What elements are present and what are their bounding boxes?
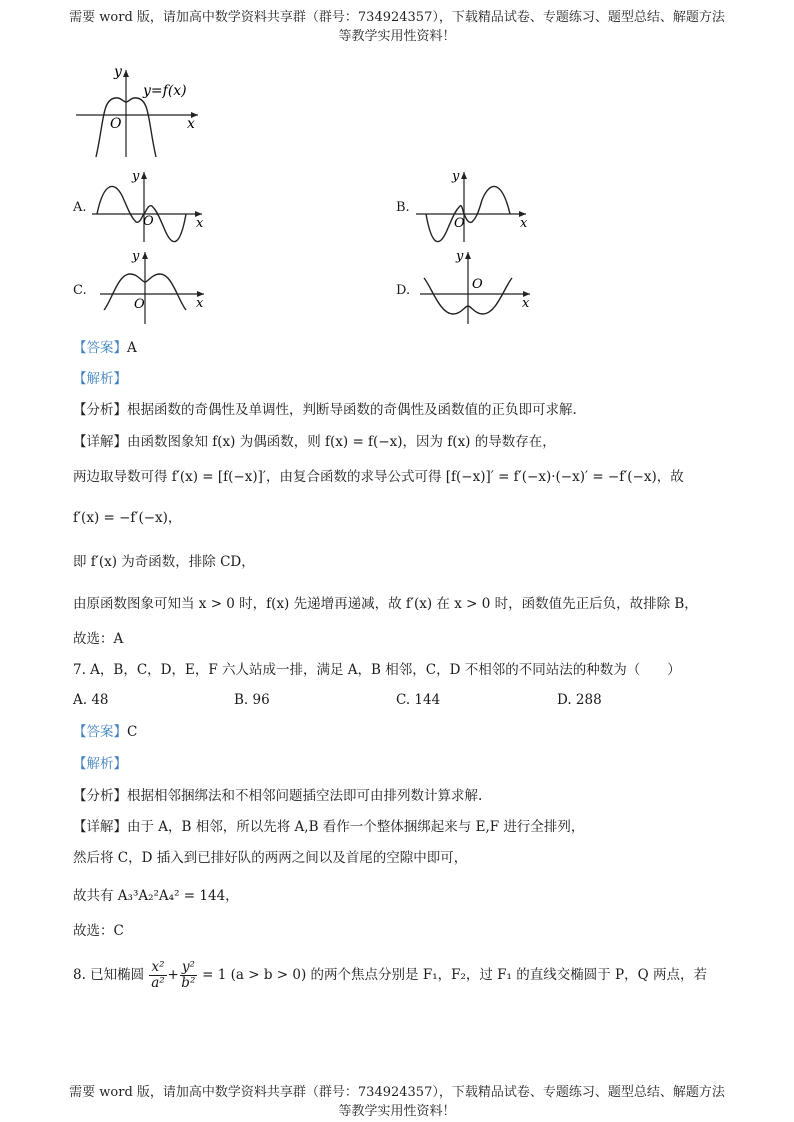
option-a-axis-x: x [196,216,204,231]
main-axis-y-label: y [114,64,122,80]
q7-xiangjie-text-1: 由于 A，B 相邻，所以先将 A,B 看作一个整体捆绑起来与 E,F 进行全排列， [127,819,585,835]
option-c-axis-x: x [196,296,204,311]
option-d-label: D. [396,283,411,298]
header-line-1: 需要 word 版，请加高中数学资料共享群（群号：734924357），下载精品试卷、专题练习、题型总结、解题方法 [69,10,725,25]
option-b-label: B. [396,200,410,215]
q7-option-a: A. 48 [73,692,109,708]
page-header [0,8,794,46]
q6-xiangjie-tag: 【详解】 [73,434,127,450]
q6-fenxi [73,400,577,420]
option-b-origin: O [454,216,465,231]
option-d-axis-y: y [456,249,464,264]
q6-fenxi-text: 根据函数的奇偶性及单调性，判断导函数的奇偶性及函数值的正负即可求解. [127,402,577,418]
header-line-2: 等教学实用性资料！ [338,29,456,44]
main-origin-label: O [110,116,122,132]
q6-answer-tag: 【答案】 [73,340,127,356]
q8-fraction-y [180,960,197,991]
q6-xiangjie-4: 即 f′(x) 为奇函数，排除 CD， [73,554,255,570]
q6-xiangjie-1 [73,432,556,452]
option-b-axis-x: x [520,216,528,231]
option-d-origin: O [472,277,483,292]
q7-option-c: C. 144 [396,692,441,708]
q8-den-2: b² [181,975,196,991]
q6-xiangjie-3: f′(x) = −f′(−x)， [73,510,182,526]
q8-num-1: x² [151,959,165,975]
q6-xiangjie-text-1: 由函数图象知 f(x) 为偶函数，则 f(x) = f(−x)，因为 f(x) 的导数存在， [127,434,556,450]
q6-conclusion: 故选：A [73,631,124,647]
q7-fenxi-text: 根据相邻捆绑法和不相邻问题插空法即可由排列数计算求解. [127,788,483,804]
page-footer [0,1083,794,1121]
q7-answer-tag: 【答案】 [73,724,127,740]
q6-xiangjie-2: 两边取导数可得 f′(x) = [f(−x)]′，由复合函数的求导公式可得 [f(−x)]′ = f′(−x)·(−x)′ = −f′(−x)，故 [73,469,684,485]
option-c-label: C. [73,283,87,298]
q8-eq: = 1 (a > b > 0) [202,967,307,983]
q7-conclusion: 故选：C [73,923,124,939]
original-function-graph [70,62,220,162]
option-d-axis-x: x [522,296,530,311]
q8-prefix: 8. 已知椭圆 [73,967,145,983]
main-curve-label: y=f(x) [143,83,187,99]
q8-stem: 8. 已知椭圆 $\frac{\text{x²}}{\text{a²}}$ + $\frac{\text{y²}}{\text{b²}}$ = 1 (a > b > 0) 的两个焦点分别是 F₁，F₂，过 F₁ 的直线交椭圆于 P，Q 两点，若 [73,959,707,991]
q8-den-1: a² [151,975,165,991]
option-d-graph [420,250,540,325]
q7-fenxi [73,786,482,806]
q8-fraction-x [149,960,166,991]
main-axis-x-label: x [187,116,195,132]
q8-num-2: y² [181,959,195,975]
option-c-origin: O [134,297,145,312]
q7-option-d: D. 288 [557,692,602,708]
q7-xiangjie-tag: 【详解】 [73,819,127,835]
q7-option-b: B. 96 [234,692,270,708]
footer-line-2: 等教学实用性资料！ [338,1104,456,1119]
q7-xiangjie-3: 故共有 A₃³A₂²A₄² = 144， [73,888,239,904]
footer-line-1: 需要 word 版，请加高中数学资料共享群（群号：734924357），下载精品试卷、专题练习、题型总结、解题方法 [69,1085,725,1100]
option-c-axis-y: y [132,249,140,264]
option-a-origin: O [143,214,154,229]
q8-suffix: 的两个焦点分别是 F₁，F₂，过 F₁ 的直线交椭圆于 P，Q 两点，若 [310,967,707,983]
option-a-graph [92,170,212,245]
q7-analysis-tag: 【解析】 [73,756,127,772]
q7-answer-value: C [127,724,138,740]
option-c-graph [100,250,220,325]
option-b-axis-y: y [452,169,460,184]
q7-xiangjie-1 [73,817,584,837]
option-a-label: A. [73,200,87,215]
q6-answer-value: A [127,340,137,356]
q6-analysis-tag: 【解析】 [73,371,127,387]
q7-answer [73,722,137,742]
q7-stem: 7. A，B，C，D，E，F 六人站成一排，满足 A，B 相邻，C，D 不相邻的不同站法的种数为（ ） [73,662,681,678]
option-b-graph [416,170,536,245]
q7-xiangjie-2: 然后将 C，D 插入到已排好队的两两之间以及首尾的空隙中即可， [73,850,468,866]
q6-fenxi-tag: 【分析】 [73,402,127,418]
q6-xiangjie-5: 由原函数图象可知当 x > 0 时，f(x) 先递增再递减，故 f′(x) 在 x > 0 时，函数值先正后负，故排除 B， [73,596,698,612]
option-a-axis-y: y [132,169,140,184]
q7-fenxi-tag: 【分析】 [73,788,127,804]
q6-answer [73,338,137,358]
